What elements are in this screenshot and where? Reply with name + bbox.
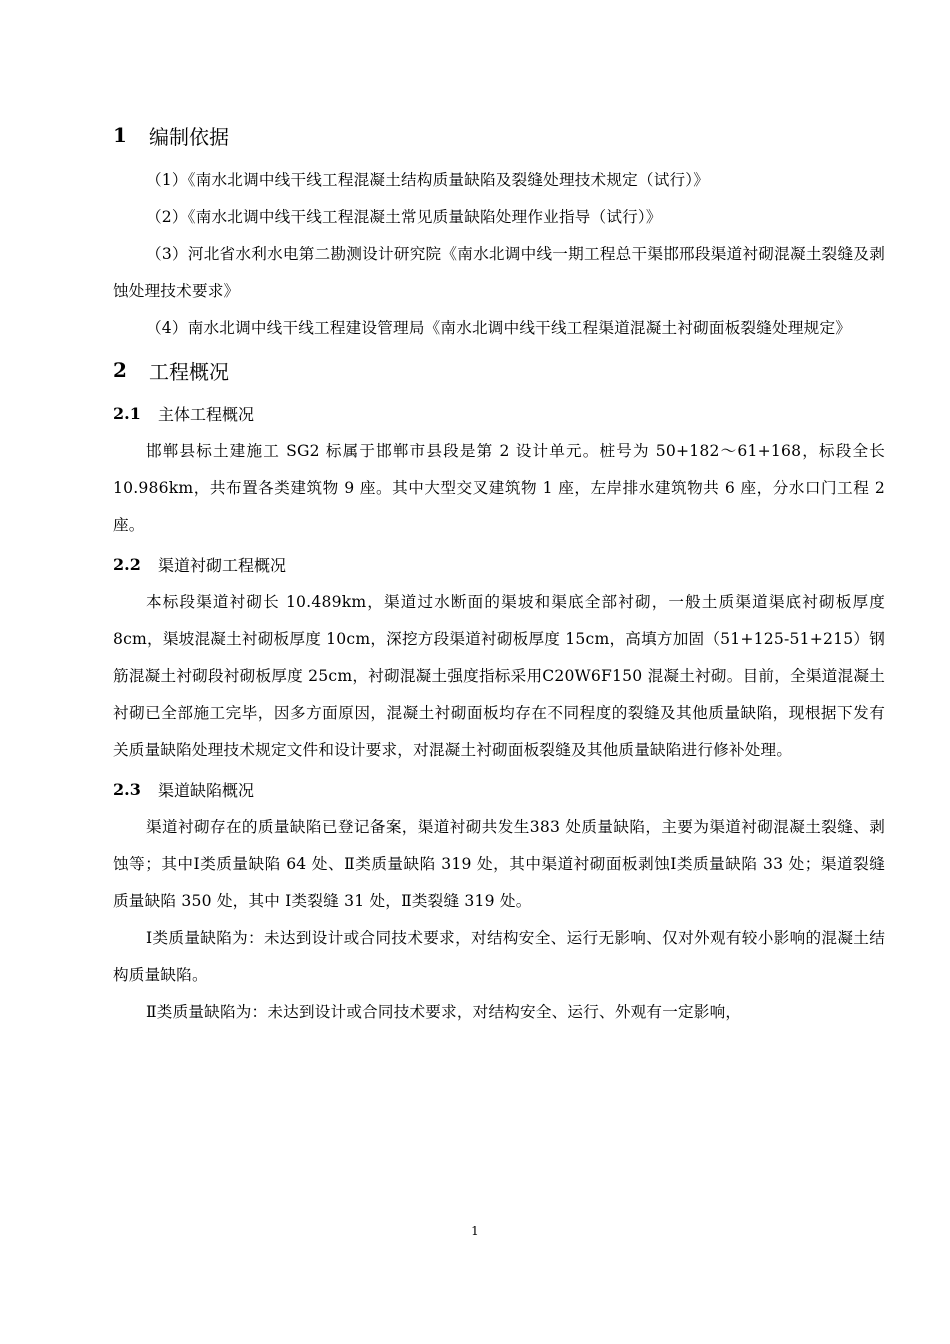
subsection-title: 渠道衬砌工程概况 <box>158 555 287 575</box>
subsection-heading-2-1 <box>113 393 885 433</box>
section-heading-1 <box>113 112 885 158</box>
section-heading-2 <box>113 347 885 393</box>
subsection-number: 2.3 <box>113 779 141 799</box>
body-paragraph: 本标段渠道衬砌长 10.489km，渠道过水断面的渠坡和渠底全部衬砌，一般土质渠道渠底衬砌板厚度 8cm，渠坡混凝土衬砌板厚度 10cm，深挖方段渠道衬砌板厚度 15cm，高填方加固（51+125-51+215）钢筋混凝土衬砌段衬砌板厚度 25cm，衬砌混凝土强度指标采用C20W6F150 混凝土衬砌。目前，全渠道混凝土衬砌已全部施工完毕，因多方面原因，混凝土衬砌面板均存在不同程度的裂缝及其他质量缺陷，现根据下发有关质量缺陷处理技术规定文件和设计要求，对混凝土衬砌面板裂缝及其他质量缺陷进行修补处理。 <box>113 593 885 759</box>
subsection-heading-2-3 <box>113 769 885 809</box>
subsection-number: 2.1 <box>113 403 141 423</box>
section-number: 1 <box>113 123 127 147</box>
reference-item: （3）河北省水利水电第二勘测设计研究院《南水北调中线一期工程总干渠邯邢段渠道衬砌混凝土裂缝及剥蚀处理技术要求》 <box>113 245 885 300</box>
reference-item: （2）《南水北调中线干线工程混凝土常见质量缺陷处理作业指导（试行）》 <box>146 208 662 226</box>
section-number: 2 <box>113 358 127 382</box>
page-content <box>113 112 885 1031</box>
subsection-title: 主体工程概况 <box>158 404 255 424</box>
body-paragraph: 渠道衬砌存在的质量缺陷已登记备案，渠道衬砌共发生383 处质量缺陷，主要为渠道衬砌混凝土裂缝、剥蚀等；其中Ⅰ类质量缺陷 64 处、Ⅱ类质量缺陷 319 处，其中渠道衬砌面板剥蚀Ⅰ类质量缺陷 33 处；渠道裂缝质量缺陷 350 处，其中 Ⅰ类裂缝 31 处，Ⅱ类裂缝 319 处。 <box>113 818 885 910</box>
section-title: 编制依据 <box>149 124 229 149</box>
body-paragraph: Ⅰ类质量缺陷为：未达到设计或合同技术要求，对结构安全、运行无影响、仅对外观有较小影响的混凝土结构质量缺陷。 <box>113 929 885 984</box>
subsection-heading-2-2 <box>113 544 885 584</box>
body-paragraph: Ⅱ类质量缺陷为：未达到设计或合同技术要求，对结构安全、运行、外观有一定影响， <box>146 1003 742 1021</box>
reference-item: （1）《南水北调中线干线工程混凝土结构质量缺陷及裂缝处理技术规定（试行）》 <box>146 171 710 189</box>
subsection-number: 2.2 <box>113 554 141 574</box>
reference-item: （4）南水北调中线干线工程建设管理局《南水北调中线干线工程渠道混凝土衬砌面板裂缝处理规定》 <box>146 319 852 337</box>
page-number: 1 <box>471 1224 479 1238</box>
body-paragraph: 邯郸县标土建施工 SG2 标属于邯郸市县段是第 2 设计单元。桩号为 50+182～61+168，标段全长 10.986km，共布置各类建筑物 9 座。其中大型交叉建筑物 1 座，左岸排水建筑物共 6 座，分水口门工程 2 座。 <box>113 442 885 534</box>
subsection-title: 渠道缺陷概况 <box>158 780 255 800</box>
section-title: 工程概况 <box>149 359 229 384</box>
